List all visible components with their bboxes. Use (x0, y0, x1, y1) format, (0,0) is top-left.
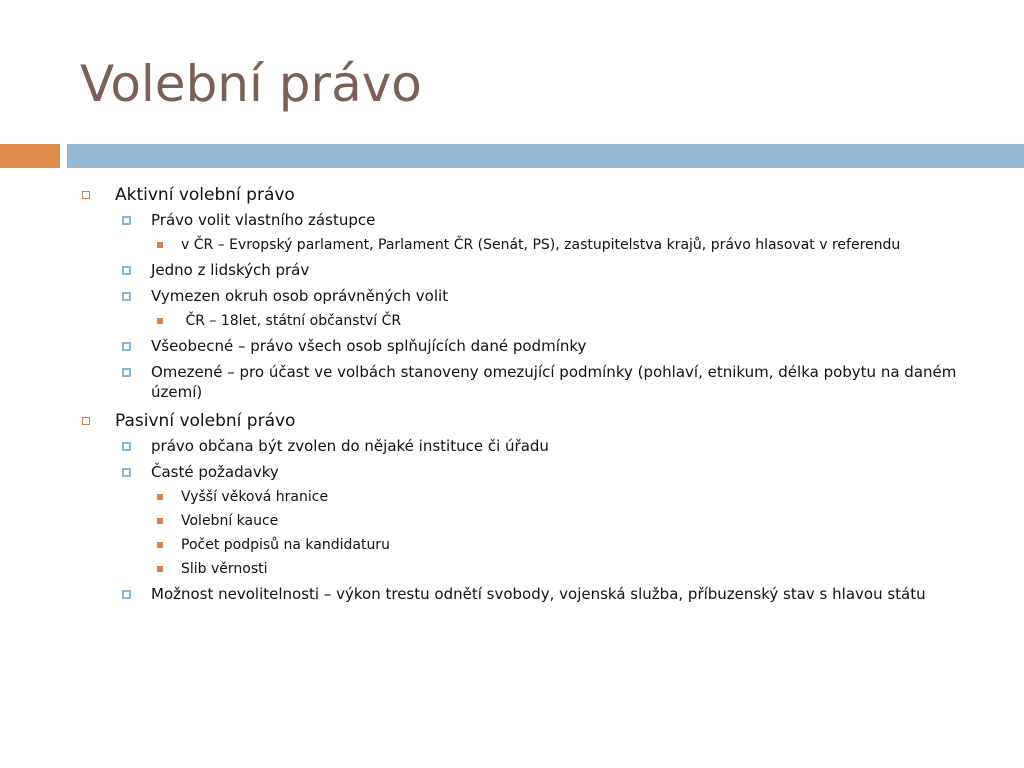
list-item-level2 (80, 286, 1000, 306)
bullet-text: Počet podpisů na kandidaturu (181, 537, 390, 553)
hollow-square-bullet-icon (82, 417, 90, 425)
bullet-text: Pasivní volební právo (115, 411, 296, 431)
accent-bar-orange (0, 144, 60, 168)
accent-bar-blue (67, 144, 1024, 168)
list-item-level3 (80, 488, 1000, 506)
framed-square-bullet-icon (122, 266, 131, 275)
bullet-text: ČR – 18let, státní občanství ČR (181, 313, 402, 329)
list-item-level2 (80, 584, 1000, 604)
bullet-list (80, 184, 1000, 604)
list-item-level2 (80, 336, 1000, 356)
filled-square-bullet-icon (157, 518, 163, 524)
bullet-text: Omezené – pro účast ve volbách stanoveny omezující podmínky (pohlaví, etnikum, délka pobytu na daném území) (151, 363, 957, 401)
slide-title: Volební právo (80, 55, 422, 113)
list-item-level1 (80, 184, 1000, 206)
filled-square-bullet-icon (157, 542, 163, 548)
framed-square-bullet-icon (122, 216, 131, 225)
filled-square-bullet-icon (157, 242, 163, 248)
framed-square-bullet-icon (122, 292, 131, 301)
filled-square-bullet-icon (157, 494, 163, 500)
bullet-text: Slib věrnosti (181, 561, 268, 577)
list-item-level3 (80, 236, 1000, 254)
bullet-text: Volební kauce (181, 513, 279, 529)
list-item-level2 (80, 260, 1000, 280)
list-item-level3 (80, 512, 1000, 530)
hollow-square-bullet-icon (82, 191, 90, 199)
bullet-text: právo občana být zvolen do nějaké instituce či úřadu (151, 437, 549, 455)
filled-square-bullet-icon (157, 566, 163, 572)
list-item-level2 (80, 436, 1000, 456)
list-item-level3 (80, 536, 1000, 554)
bullet-text: Všeobecné – právo všech osob splňujících dané podmínky (151, 337, 587, 355)
list-item-level1 (80, 410, 1000, 432)
bullet-text: Vymezen okruh osob oprávněných volit (151, 287, 449, 305)
list-item-level2 (80, 210, 1000, 230)
slide-content (80, 180, 1000, 610)
list-item-level3 (80, 312, 1000, 330)
framed-square-bullet-icon (122, 468, 131, 477)
list-item-level2 (80, 362, 1000, 402)
bullet-text: v ČR – Evropský parlament, Parlament ČR (Senát, PS), zastupitelstva krajů, právo hlasovat v referendu (181, 237, 901, 253)
bullet-text: Možnost nevolitelnosti – výkon trestu odnětí svobody, vojenská služba, příbuzenský stav s hlavou státu (151, 585, 926, 603)
framed-square-bullet-icon (122, 368, 131, 377)
bullet-text: Vyšší věková hranice (181, 489, 329, 505)
framed-square-bullet-icon (122, 590, 131, 599)
bullet-text: Jedno z lidských práv (151, 261, 310, 279)
list-item-level2 (80, 462, 1000, 482)
list-item-level3 (80, 560, 1000, 578)
filled-square-bullet-icon (157, 318, 163, 324)
bullet-text: Právo volit vlastního zástupce (151, 211, 376, 229)
framed-square-bullet-icon (122, 442, 131, 451)
bullet-text: Časté požadavky (151, 463, 279, 481)
bullet-text: Aktivní volební právo (115, 185, 295, 205)
framed-square-bullet-icon (122, 342, 131, 351)
